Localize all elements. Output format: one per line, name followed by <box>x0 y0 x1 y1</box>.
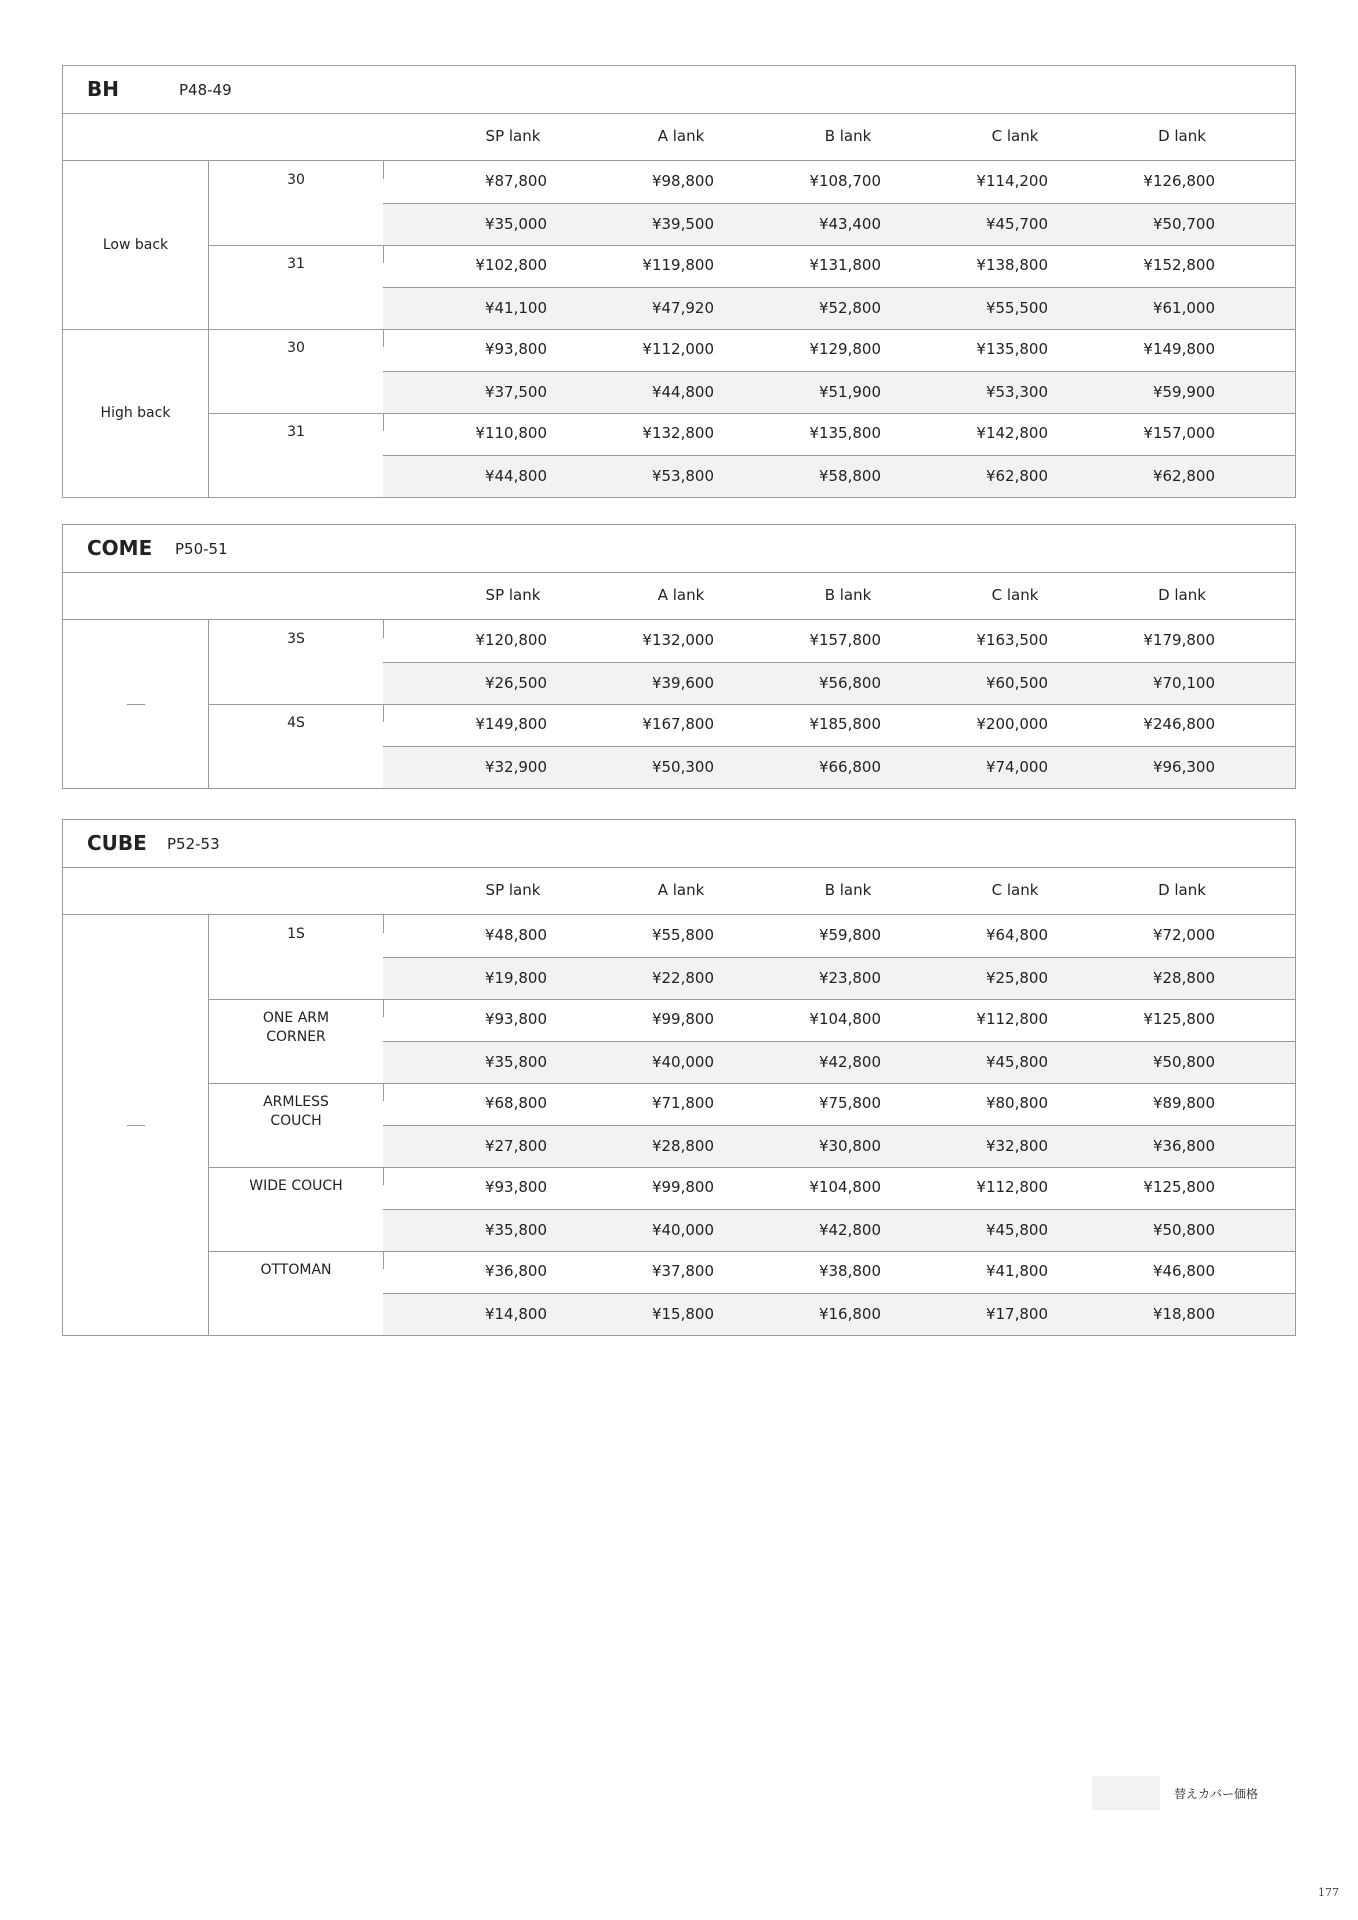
cover-price: ¥44,800 <box>651 383 714 401</box>
price: ¥99,800 <box>651 1178 714 1196</box>
price: ¥46,800 <box>1152 1262 1215 1280</box>
price: ¥119,800 <box>642 256 714 274</box>
table-title-row <box>63 525 1295 573</box>
column-header-row <box>63 868 1295 915</box>
cover-price-row <box>383 1209 1295 1251</box>
sub-label: OTTOMAN <box>260 1262 332 1278</box>
price-row <box>383 704 1295 746</box>
cover-price: ¥45,800 <box>985 1221 1048 1239</box>
cover-price: ¥66,800 <box>818 758 881 776</box>
cover-price-row <box>383 662 1295 704</box>
cover-price: ¥42,800 <box>818 1221 881 1239</box>
price: ¥200,000 <box>976 715 1048 733</box>
cover-price: ¥35,000 <box>484 215 547 233</box>
cover-price: ¥19,800 <box>484 969 547 987</box>
price: ¥59,800 <box>818 926 881 944</box>
price: ¥135,800 <box>976 340 1048 358</box>
cover-price: ¥22,800 <box>651 969 714 987</box>
price: ¥129,800 <box>809 340 881 358</box>
price: ¥138,800 <box>976 256 1048 274</box>
price: ¥38,800 <box>818 1262 881 1280</box>
column-header: D lank <box>1158 881 1206 899</box>
cover-price: ¥39,600 <box>651 674 714 692</box>
table-title: CUBE <box>87 831 147 855</box>
cover-price: ¥32,800 <box>985 1137 1048 1155</box>
price: ¥142,800 <box>976 424 1048 442</box>
sub-label: 3S <box>287 631 305 647</box>
column-header: A lank <box>657 127 705 145</box>
table-title-row <box>63 820 1295 868</box>
cover-price: ¥51,900 <box>818 383 881 401</box>
cover-price: ¥53,800 <box>651 467 714 485</box>
price: ¥93,800 <box>484 1010 547 1028</box>
cover-price: ¥62,800 <box>1152 467 1215 485</box>
price: ¥157,000 <box>1143 424 1215 442</box>
price: ¥36,800 <box>484 1262 547 1280</box>
price: ¥152,800 <box>1143 256 1215 274</box>
price: ¥89,800 <box>1152 1094 1215 1112</box>
column-header: C lank <box>991 881 1039 899</box>
cover-price: ¥37,500 <box>484 383 547 401</box>
price: ¥125,800 <box>1143 1010 1215 1028</box>
cover-price: ¥42,800 <box>818 1053 881 1071</box>
category-cell <box>63 161 209 329</box>
price-table-cube <box>62 819 1296 1336</box>
price: ¥112,000 <box>642 340 714 358</box>
price: ¥167,800 <box>642 715 714 733</box>
cover-price: ¥28,800 <box>651 1137 714 1155</box>
cover-price: ¥25,800 <box>985 969 1048 987</box>
cover-price-row <box>383 1125 1295 1167</box>
cover-price: ¥58,800 <box>818 467 881 485</box>
price: ¥99,800 <box>651 1010 714 1028</box>
cover-price: ¥62,800 <box>985 467 1048 485</box>
cover-price-row <box>383 1293 1295 1335</box>
price: ¥104,800 <box>809 1178 881 1196</box>
cover-price: ¥15,800 <box>651 1305 714 1323</box>
price: ¥75,800 <box>818 1094 881 1112</box>
table-page-ref: P50-51 <box>175 540 228 558</box>
cover-price: ¥60,500 <box>985 674 1048 692</box>
price-row <box>383 620 1295 662</box>
cover-price: ¥59,900 <box>1152 383 1215 401</box>
price-row <box>383 161 1295 203</box>
column-header: SP lank <box>485 127 541 145</box>
cover-price-row <box>383 455 1295 497</box>
table-body <box>63 915 1295 1335</box>
column-header: C lank <box>991 127 1039 145</box>
price: ¥68,800 <box>484 1094 547 1112</box>
price: ¥110,800 <box>475 424 547 442</box>
sub-label: ONE ARM CORNER <box>262 1010 330 1045</box>
cover-price-row <box>383 287 1295 329</box>
price: ¥114,200 <box>976 172 1048 190</box>
price: ¥72,000 <box>1152 926 1215 944</box>
cover-price: ¥41,100 <box>484 299 547 317</box>
price: ¥157,800 <box>809 631 881 649</box>
cover-price: ¥32,900 <box>484 758 547 776</box>
price: ¥163,500 <box>976 631 1048 649</box>
price: ¥37,800 <box>651 1262 714 1280</box>
cover-price: ¥40,000 <box>651 1221 714 1239</box>
price: ¥131,800 <box>809 256 881 274</box>
price: ¥93,800 <box>484 1178 547 1196</box>
empty-dash <box>127 1125 145 1126</box>
table-body <box>63 620 1295 788</box>
cover-price: ¥55,500 <box>985 299 1048 317</box>
price: ¥132,000 <box>642 631 714 649</box>
price-row <box>383 413 1295 455</box>
price: ¥87,800 <box>484 172 547 190</box>
price: ¥98,800 <box>651 172 714 190</box>
price: ¥135,800 <box>809 424 881 442</box>
price-table-come <box>62 524 1296 789</box>
column-header-row <box>63 573 1295 620</box>
sub-label: 30 <box>287 172 305 188</box>
column-header-row <box>63 114 1295 161</box>
column-header: A lank <box>657 586 705 604</box>
cover-price: ¥47,920 <box>651 299 714 317</box>
table-title-row <box>63 66 1295 114</box>
cover-price-row <box>383 203 1295 245</box>
price-row <box>383 245 1295 287</box>
cover-price: ¥43,400 <box>818 215 881 233</box>
column-header: D lank <box>1158 127 1206 145</box>
empty-dash <box>127 704 145 705</box>
cover-price-row <box>383 957 1295 999</box>
sub-label: ARMLESS COUCH <box>263 1094 329 1129</box>
price: ¥125,800 <box>1143 1178 1215 1196</box>
price-row <box>383 1167 1295 1209</box>
column-header: B lank <box>824 586 872 604</box>
cover-price: ¥26,500 <box>484 674 547 692</box>
cover-price: ¥53,300 <box>985 383 1048 401</box>
cover-price: ¥23,800 <box>818 969 881 987</box>
cover-price-row <box>383 1041 1295 1083</box>
legend-label: 替えカバー価格 <box>1174 1787 1259 1801</box>
column-header: D lank <box>1158 586 1206 604</box>
price: ¥120,800 <box>475 631 547 649</box>
sub-label: 31 <box>287 424 305 440</box>
sub-label: 31 <box>287 256 305 272</box>
category-label: High back <box>100 405 171 421</box>
price: ¥108,700 <box>809 172 881 190</box>
category-label: Low back <box>102 237 169 253</box>
price: ¥102,800 <box>475 256 547 274</box>
cover-price-row <box>383 746 1295 788</box>
cover-price: ¥52,800 <box>818 299 881 317</box>
category-cell <box>63 329 209 497</box>
column-header: SP lank <box>485 881 541 899</box>
price-row <box>383 1083 1295 1125</box>
price: ¥132,800 <box>642 424 714 442</box>
price: ¥112,800 <box>976 1178 1048 1196</box>
price-row <box>383 329 1295 371</box>
price: ¥149,800 <box>1143 340 1215 358</box>
price: ¥246,800 <box>1143 715 1215 733</box>
cover-price: ¥50,700 <box>1152 215 1215 233</box>
page-number: 177 <box>1318 1886 1339 1899</box>
price: ¥149,800 <box>475 715 547 733</box>
cover-price: ¥35,800 <box>484 1053 547 1071</box>
column-header: SP lank <box>485 586 541 604</box>
price: ¥71,800 <box>651 1094 714 1112</box>
column-header: A lank <box>657 881 705 899</box>
table-page-ref: P48-49 <box>179 81 232 99</box>
cover-price: ¥74,000 <box>985 758 1048 776</box>
cover-price: ¥39,500 <box>651 215 714 233</box>
cover-price: ¥96,300 <box>1152 758 1215 776</box>
sub-label: 1S <box>287 926 305 942</box>
column-header: B lank <box>824 881 872 899</box>
price: ¥55,800 <box>651 926 714 944</box>
cover-price: ¥50,300 <box>651 758 714 776</box>
cover-price: ¥56,800 <box>818 674 881 692</box>
price: ¥93,800 <box>484 340 547 358</box>
table-title: BH <box>87 77 119 101</box>
cover-price: ¥16,800 <box>818 1305 881 1323</box>
cover-price: ¥61,000 <box>1152 299 1215 317</box>
price: ¥104,800 <box>809 1010 881 1028</box>
category-cell <box>63 620 209 788</box>
sub-label: 30 <box>287 340 305 356</box>
price-row <box>383 999 1295 1041</box>
price-row <box>383 1251 1295 1293</box>
legend-swatch <box>1092 1776 1160 1810</box>
sub-label: WIDE COUCH <box>249 1178 343 1194</box>
price: ¥179,800 <box>1143 631 1215 649</box>
cover-price: ¥70,100 <box>1152 674 1215 692</box>
price: ¥126,800 <box>1143 172 1215 190</box>
cover-price: ¥44,800 <box>484 467 547 485</box>
cover-price: ¥36,800 <box>1152 1137 1215 1155</box>
cover-price-row <box>383 371 1295 413</box>
table-title: COME <box>87 536 153 560</box>
cover-price: ¥30,800 <box>818 1137 881 1155</box>
cover-price: ¥50,800 <box>1152 1221 1215 1239</box>
table-page-ref: P52-53 <box>167 835 220 853</box>
sub-label: 4S <box>287 715 305 731</box>
cover-price: ¥35,800 <box>484 1221 547 1239</box>
price: ¥48,800 <box>484 926 547 944</box>
price: ¥41,800 <box>985 1262 1048 1280</box>
price: ¥80,800 <box>985 1094 1048 1112</box>
price: ¥112,800 <box>976 1010 1048 1028</box>
price-row <box>383 915 1295 957</box>
price: ¥64,800 <box>985 926 1048 944</box>
cover-price: ¥40,000 <box>651 1053 714 1071</box>
cover-price: ¥45,700 <box>985 215 1048 233</box>
cover-price: ¥50,800 <box>1152 1053 1215 1071</box>
column-header: C lank <box>991 586 1039 604</box>
cover-price: ¥17,800 <box>985 1305 1048 1323</box>
price: ¥185,800 <box>809 715 881 733</box>
category-cell <box>63 915 209 1335</box>
cover-price: ¥14,800 <box>484 1305 547 1323</box>
price-table-bh <box>62 65 1296 498</box>
column-header: B lank <box>824 127 872 145</box>
table-body <box>63 161 1295 497</box>
cover-price: ¥28,800 <box>1152 969 1215 987</box>
cover-price: ¥45,800 <box>985 1053 1048 1071</box>
cover-price: ¥18,800 <box>1152 1305 1215 1323</box>
cover-price: ¥27,800 <box>484 1137 547 1155</box>
